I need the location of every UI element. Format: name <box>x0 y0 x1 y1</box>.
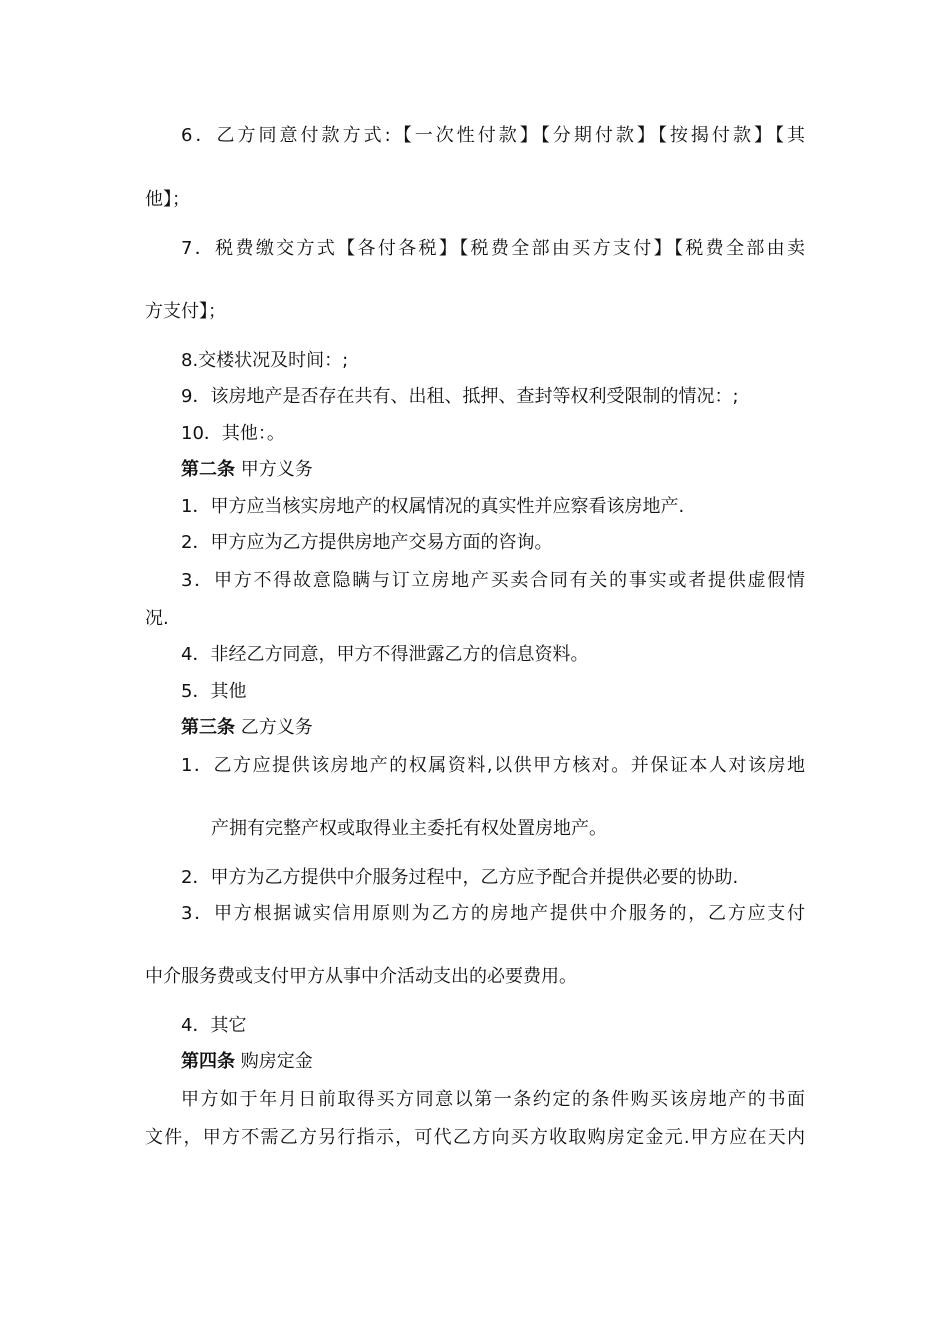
article-3-item-4: 4．其它 <box>181 1015 247 1036</box>
article-4-paragraph-line-2: 文件，甲方不需乙方另行指示，可代乙方向买方收取购房定金元.甲方应在天内 <box>145 1127 805 1148</box>
article-3-number: 第三条 <box>181 717 235 738</box>
article-2-item-5: 5．其他 <box>181 681 247 702</box>
article-4-number: 第四条 <box>181 1051 235 1072</box>
article-2-item-3-line-2: 况. <box>145 608 169 629</box>
article-3-item-2: 2．甲方为乙方提供中介服务过程中，乙方应予配合并提供必要的协助. <box>181 867 739 888</box>
article-4-title: 购房定金 <box>235 1051 313 1072</box>
article-4-heading <box>181 1050 313 1074</box>
clause-7-line-2: 方支付】； <box>145 301 226 322</box>
article-3-item-3-line-2: 中介服务费或支付甲方从事中介活动支出的必要费用。 <box>145 966 577 987</box>
article-3-title: 乙方义务 <box>235 717 313 738</box>
article-3-item-1-line-1: 1．乙方应提供该房地产的权属资料,以供甲方核对。并保证本人对该房地 <box>181 755 805 776</box>
article-2-title: 甲方义务 <box>235 459 313 480</box>
article-2-item-4: 4．非经乙方同意，甲方不得泄露乙方的信息资料。 <box>181 644 589 665</box>
article-2-item-3-line-1: 3．甲方不得故意隐瞒与订立房地产买卖合同有关的事实或者提供虚假情 <box>181 570 805 591</box>
clause-6-line-1: 6．乙方同意付款方式:【一次性付款】【分期付款】【按揭付款】【其 <box>181 125 805 146</box>
article-3-item-3-line-1: 3．甲方根据诚实信用原则为乙方的房地产提供中介服务的，乙方应支付 <box>181 903 805 924</box>
article-4-paragraph-line-1: 甲方如于年月日前取得买方同意以第一条约定的条件购买该房地产的书面 <box>181 1089 805 1110</box>
clause-7-line-1: 7．税费缴交方式【各付各税】【税费全部由买方支付】【税费全部由卖 <box>181 238 805 259</box>
article-2-number: 第二条 <box>181 459 235 480</box>
clause-8: 8.交楼状况及时间：; <box>181 350 349 371</box>
clause-6-line-2: 他】； <box>145 189 190 210</box>
article-2-heading <box>181 458 313 482</box>
article-2-item-2: 2．甲方应为乙方提供房地产交易方面的咨询。 <box>181 532 553 553</box>
clause-10: 10．其他：。 <box>181 423 285 444</box>
article-3-item-1-line-2: 产拥有完整产权或取得业主委托有权处置房地产。 <box>211 818 607 839</box>
article-3-heading <box>181 716 313 740</box>
article-2-item-1: 1．甲方应当核实房地产的权属情况的真实性并应察看该房地产. <box>181 496 685 517</box>
clause-9: 9．该房地产是否存在共有、出租、抵押、查封等权利受限制的情况：; <box>181 386 739 407</box>
